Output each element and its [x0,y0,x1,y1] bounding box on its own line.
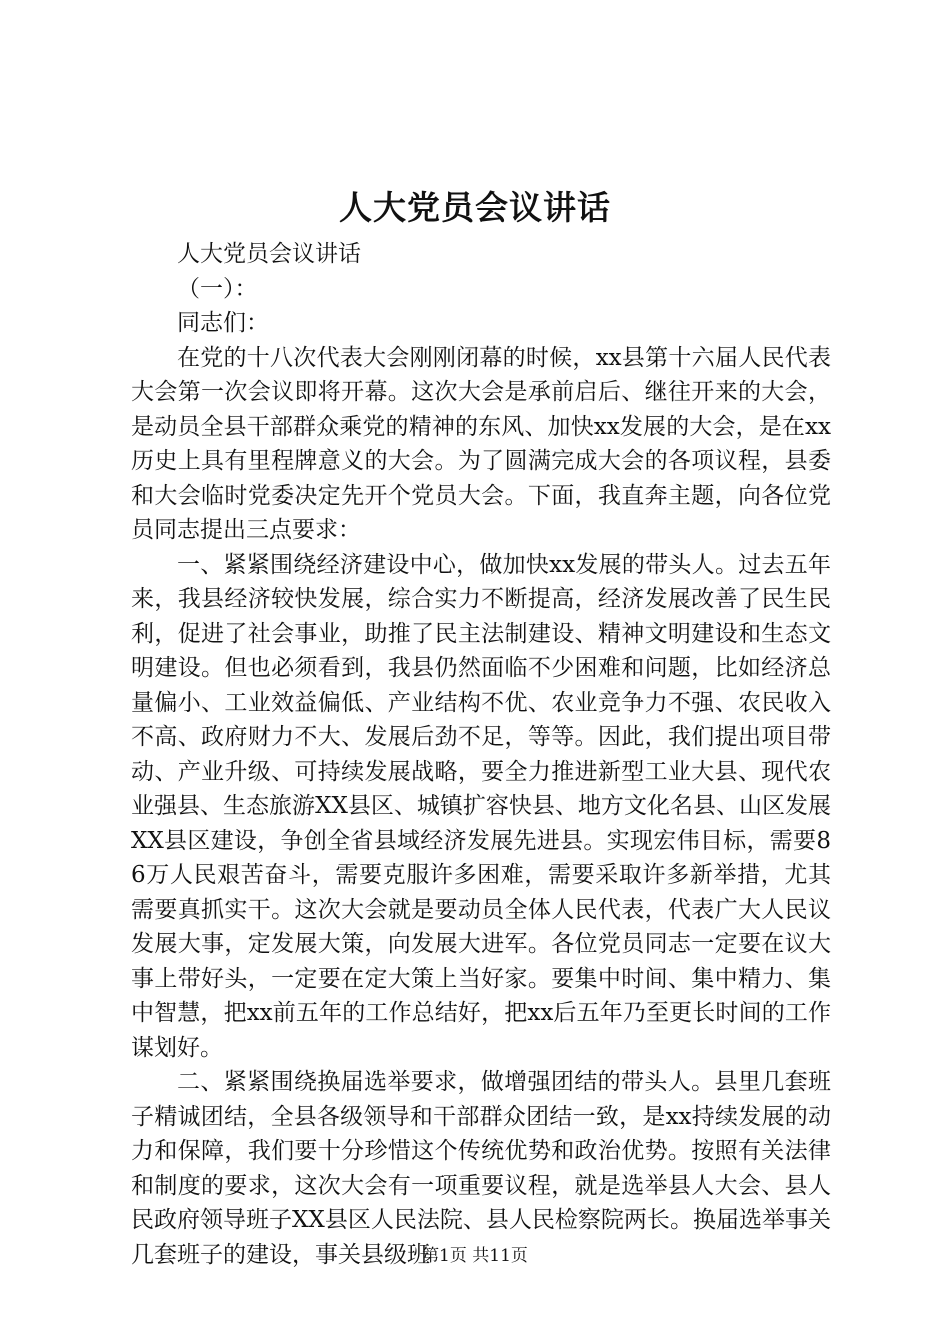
paragraph-point-two: 二、紧紧围绕换届选举要求，做增强团结的带头人。县里几套班子精诚团结，全县各级领导和干部群众团结一致，是xx持续发展的动力和保障，我们要十分珍惜这个传统优势和政治优势。按照有关法律和制度的要求，这次大会有一项重要议程，就是选举县人大会、县人民政府领导班子XX县区人民法院、县人民检察院两长。换届选举事关几套班子的建设，事关县级班 [131,1069,831,1268]
paragraph-section-marker: （一）： [177,275,258,302]
document-title: 人大党员会议讲话 [339,188,611,227]
paragraph-salutation: 同志们： [177,310,269,336]
paragraph-intro: 在党的十八次代表大会刚刚闭幕的时候，xx县第十六届人民代表大会第一次会议即将开幕。这次大会是承前启后、继往开来的大会，是动员全县干部群众乘党的精神的东风、加快xx发展的大会，是在xx历史上具有里程牌意义的大会。为了圆满完成大会的各项议程，县委和大会临时党委决定先开个党员大会。下面，我直奔主题，向各位党员同志提出三点要求： [131,344,831,543]
document-body [131,237,831,1272]
page-number-footer: 第1页 共11页 [422,1246,528,1266]
paragraph-point-one: 一、紧紧围绕经济建设中心，做加快xx发展的带头人。过去五年来，我县经济较快发展，综合实力不断提高，经济发展改善了民生民利，促进了社会事业，助推了民主法制建设、精神文明建设和生态文明建设。但也必须看到，我县仍然面临不少困难和问题，比如经济总量偏小、工业效益偏低、产业结构不优、农业竞争力不强、农民收入不高、政府财力不大、发展后劲不足，等等。因此，我们提出项目带动、产业升级、可持续发展战略，要全力推进新型工业大县、现代农业强县、生态旅游XX县区、城镇扩容快县、地方文化名县、山区发展XX县区建设，争创全省县域经济发展先进县。实现宏伟目标，需要86万人民艰苦奋斗，需要克服许多困难，需要采取许多新举措，尤其需要真抓实干。这次大会就是要动员全体人民代表，代表广大人民议发展大事，定发展大策，向发展大进军。各位党员同志一定要在议大事上带好头，一定要在定大策上当好家。要集中时间、集中精力、集中智慧，把xx前五年的工作总结好，把xx后五年乃至更长时间的工作谋划好。 [131,551,831,1061]
paragraph-subtitle: 人大党员会议讲话 [177,241,361,267]
